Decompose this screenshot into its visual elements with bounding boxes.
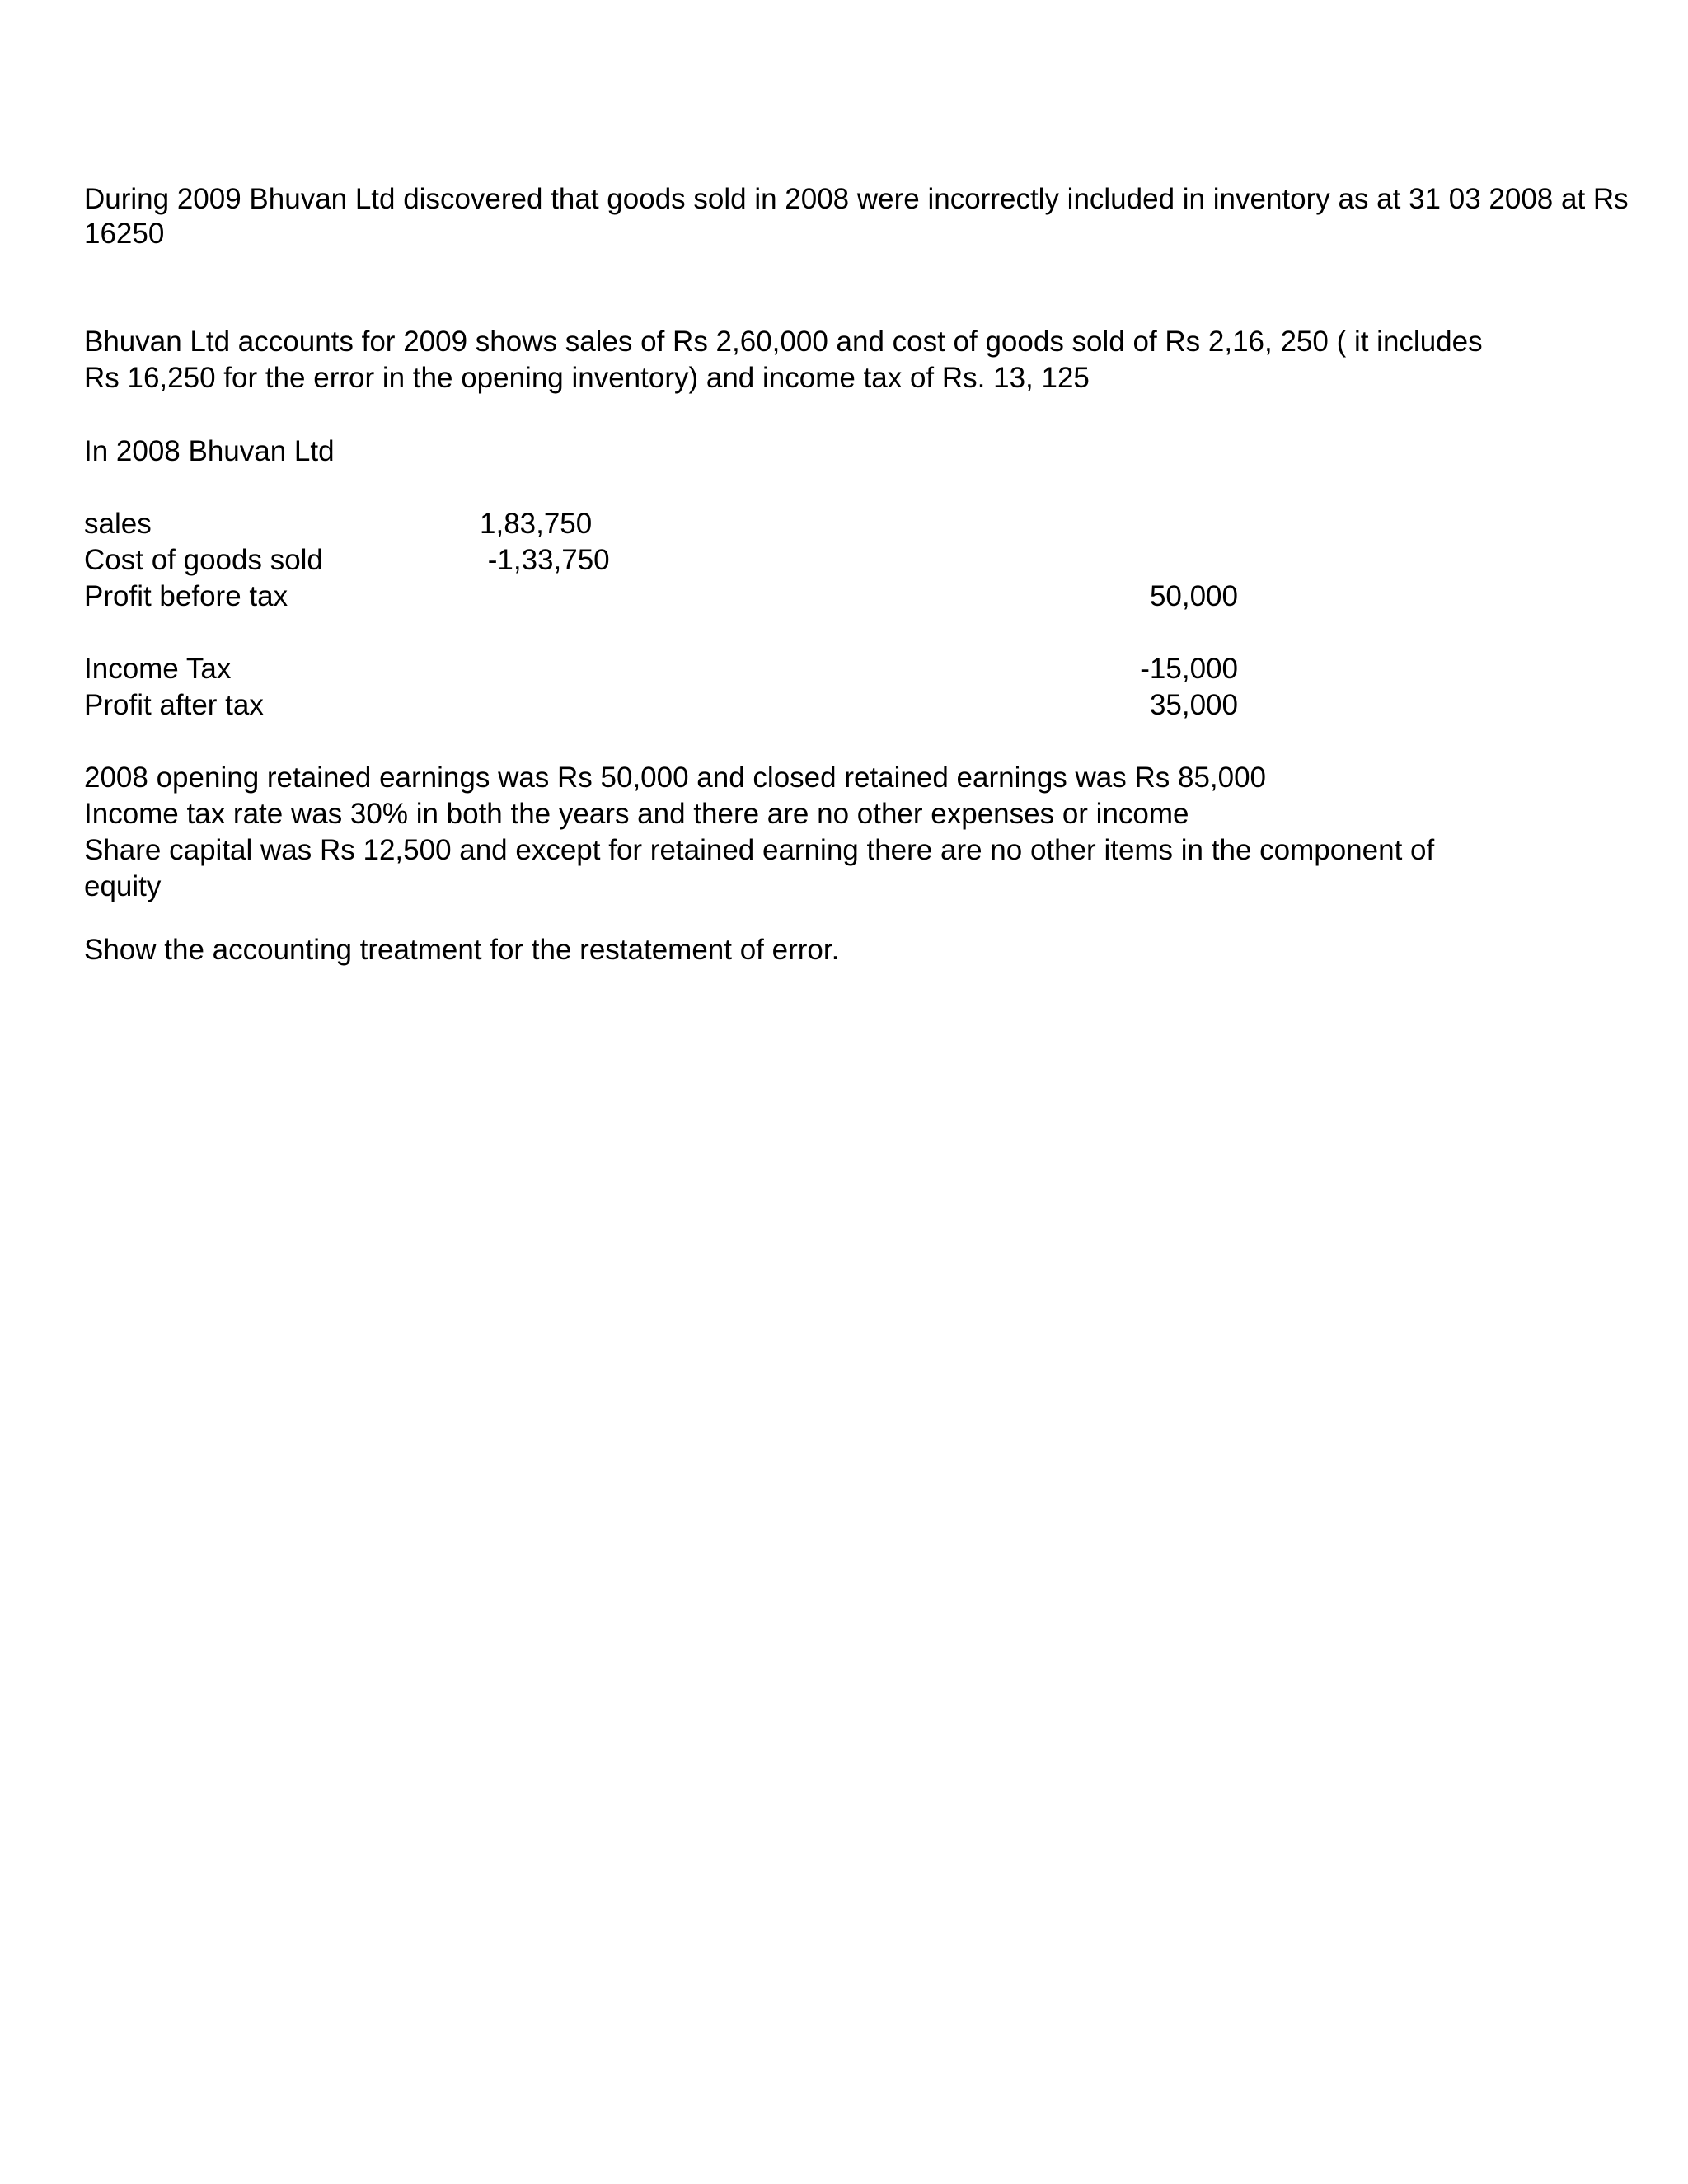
row-total-profit-before-tax: 50,000: [1149, 580, 1238, 612]
row-amount-cogs: -1,33,750: [480, 544, 610, 576]
intro-line-1: During 2009 Bhuvan Ltd discovered that goods sold in 2008 were incorrectly included in inventory as at 31 03 2008 at Rs: [84, 183, 1629, 215]
notes-line-2: Income tax rate was 30% in both the years and there are no other expenses or income: [84, 798, 1189, 830]
accounts-2009-line-1: Bhuvan Ltd accounts for 2009 shows sales of Rs 2,60,000 and cost of goods sold of Rs 2,16, 250 ( it includes: [84, 326, 1483, 358]
notes-line-3: Share capital was Rs 12,500 and except for retained earning there are no other items in the component of: [84, 834, 1435, 866]
year-2008-heading: In 2008 Bhuvan Ltd: [84, 435, 335, 467]
notes-line-1: 2008 opening retained earnings was Rs 50,000 and closed retained earnings was Rs 85,000: [84, 762, 1267, 794]
intro-line-2: 16250: [84, 218, 165, 250]
row-total-profit-after-tax: 35,000: [1149, 689, 1238, 721]
question-text: Show the accounting treatment for the restatement of error.: [84, 934, 840, 966]
row-label-profit-after-tax: Profit after tax: [84, 689, 264, 721]
notes-line-4: equity: [84, 870, 162, 902]
row-label-sales: sales: [84, 508, 152, 540]
row-label-cogs: Cost of goods sold: [84, 544, 323, 576]
row-label-income-tax: Income Tax: [84, 653, 232, 685]
row-total-income-tax: -15,000: [1140, 653, 1238, 685]
row-amount-sales: 1,83,750: [480, 508, 593, 540]
accounts-2009-line-2: Rs 16,250 for the error in the opening inventory) and income tax of Rs. 13, 125: [84, 362, 1090, 394]
row-label-profit-before-tax: Profit before tax: [84, 580, 288, 612]
